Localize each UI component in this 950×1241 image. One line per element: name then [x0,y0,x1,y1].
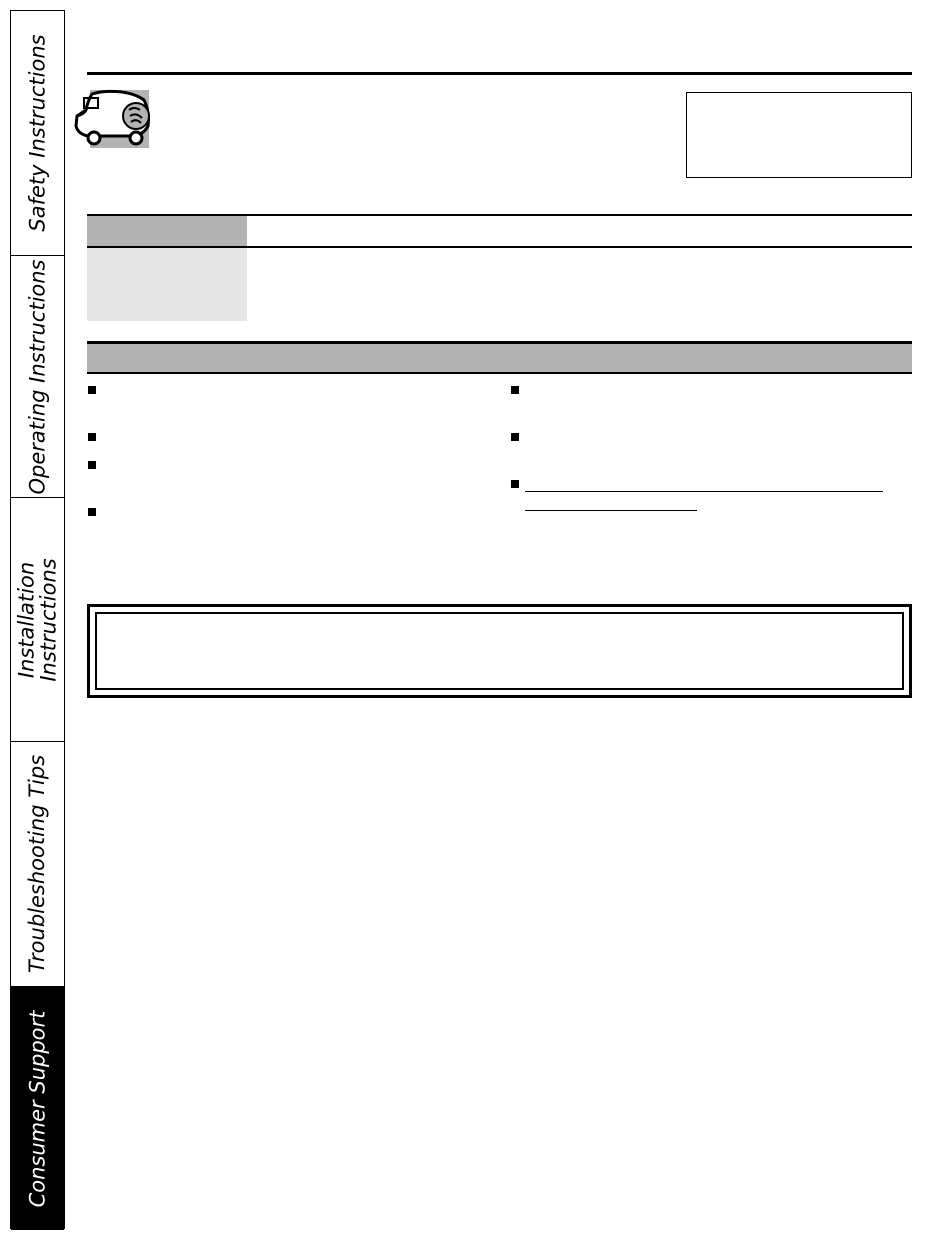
list-bullet [511,386,519,394]
heading-band-detail-cell [87,248,247,321]
list-bullet [88,386,96,394]
link-underline[interactable] [525,491,883,492]
list-bullet [511,480,519,488]
tab-consumer-label: Consumer Support [25,1010,50,1207]
model-number-box [686,92,912,178]
list-bullet [88,433,96,441]
heading-band-label-cell [87,216,247,246]
list-bullet [88,508,96,516]
tab-installation-label [16,558,60,681]
list-bullet [88,461,96,469]
tab-installation-line1: Installation [14,561,39,678]
link-underline[interactable] [525,510,697,511]
notice-box-inner [95,612,904,690]
tab-operating-label: Operating Instructions [25,259,50,494]
section-rule-bottom [87,372,912,374]
tab-installation-line2: Instructions [36,557,61,682]
side-tab-column [10,10,65,1229]
tab-safety-label: Safety Instructions [25,34,50,232]
tab-consumer-support[interactable] [11,987,64,1230]
ge-service-truck-icon [74,88,154,150]
tab-installation-instructions[interactable] [11,498,64,742]
header-rule [87,72,912,75]
notice-box [87,604,912,698]
section-header-bar [87,344,912,372]
tab-operating-instructions[interactable] [11,256,64,498]
tab-troubleshooting-tips[interactable] [11,742,64,987]
list-bullet [511,433,519,441]
tab-troubleshooting-label: Troubleshooting Tips [25,754,50,974]
tab-safety-instructions[interactable] [11,11,64,256]
